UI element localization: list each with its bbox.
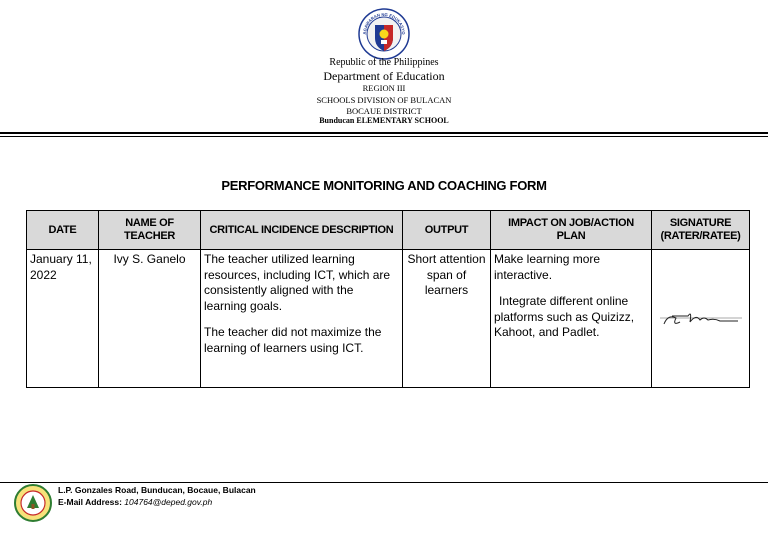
table-header-row xyxy=(27,211,750,250)
header-incidence: CRITICAL INCIDENCE DESCRIPTION xyxy=(201,211,403,250)
incidence-paragraph-1: The teacher utilized learning resources, including ICT, which are consistently aligned with the learning goals. xyxy=(204,252,391,313)
cell-date: January 11, 2022 xyxy=(27,250,99,388)
svg-text:KAGAWARAN NG EDUKASYON: AGAWARAN NG EDUKASYO xyxy=(361,11,407,35)
cell-incidence xyxy=(201,250,403,388)
header-divider xyxy=(0,132,768,134)
district-line: BOCAUE DISTRICT xyxy=(346,106,422,116)
form-title: PERFORMANCE MONITORING AND COACHING FORM xyxy=(221,178,547,193)
impact-paragraph-2: Integrate different online platforms such as Quizizz, Kahoot, and Padlet. xyxy=(494,294,635,340)
header-teacher: NAME OF TEACHER xyxy=(99,211,201,250)
signature-image xyxy=(658,306,744,332)
email-address: 104764@deped.gov.ph xyxy=(124,496,213,507)
cell-signature xyxy=(652,250,750,388)
incidence-paragraph-2: The teacher did not maximize the learning of learners using ICT. xyxy=(204,325,382,355)
header-output: OUTPUT xyxy=(403,211,491,250)
footer-address: L.P. Gonzales Road, Bunducan, Bocaue, Bulacan xyxy=(58,485,256,495)
email-label: E-Mail Address: xyxy=(58,496,122,507)
school-logo xyxy=(14,484,52,522)
footer-email-line xyxy=(58,497,256,509)
division-line: SCHOOLS DIVISION OF BULACAN xyxy=(316,95,452,105)
republic-line: Republic of the Philippines xyxy=(329,57,439,68)
deped-seal-logo xyxy=(358,8,410,60)
footer-divider xyxy=(0,482,768,483)
header-date: DATE xyxy=(27,211,99,250)
cell-teacher: Ivy S. Ganelo xyxy=(99,250,201,388)
table-row xyxy=(27,250,750,388)
school-name: ELEMENTARY SCHOOL xyxy=(356,116,449,125)
footer-contact xyxy=(58,485,256,509)
header-signature: SIGNATURE (RATER/RATEE) xyxy=(652,211,750,250)
school-line xyxy=(0,117,768,125)
impact-paragraph-1: Make learning more interactive. xyxy=(494,252,601,282)
region-line: REGION III xyxy=(362,83,406,93)
header-impact: IMPACT ON JOB/ACTION PLAN xyxy=(491,211,652,250)
cell-impact xyxy=(491,250,652,388)
monitoring-table xyxy=(26,210,750,388)
department-line: Department of Education xyxy=(323,69,445,83)
cell-output: Short attention span of learners xyxy=(403,250,491,388)
school-prefix: Bunducan xyxy=(319,116,355,125)
header-divider-thin xyxy=(0,136,768,137)
